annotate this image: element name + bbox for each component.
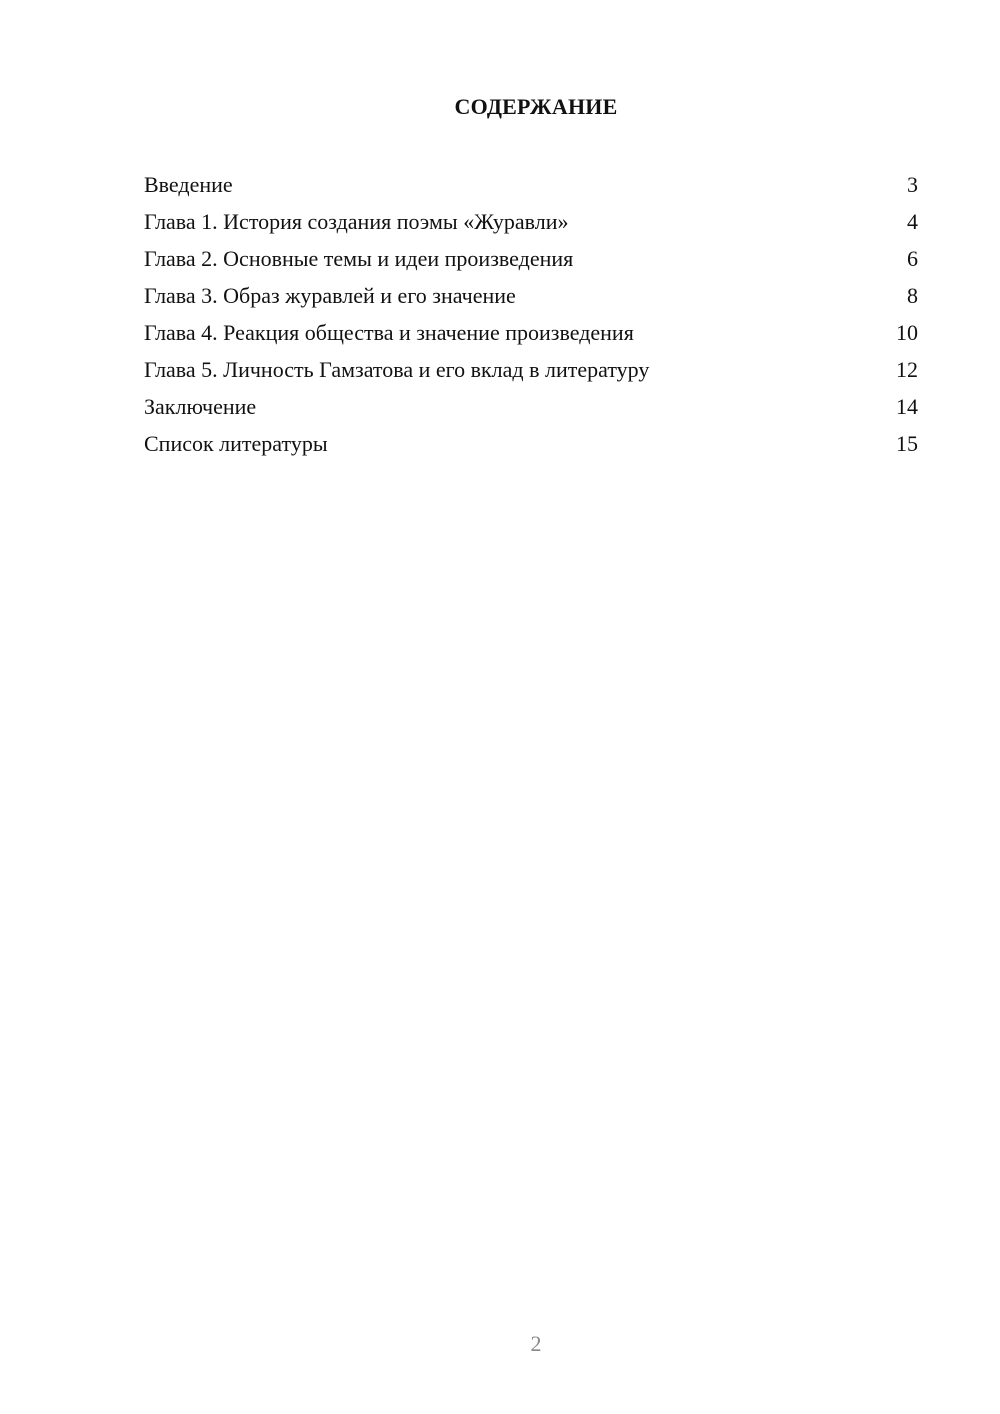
toc-entry-label: Глава 3. Образ журавлей и его значение <box>144 283 516 308</box>
toc-entry-label: Глава 2. Основные темы и идеи произведения <box>144 246 574 271</box>
toc-entry-label: Список литературы <box>144 431 328 456</box>
toc-entry-page: 8 <box>907 283 918 308</box>
toc-entry-page: 12 <box>896 357 918 382</box>
toc-entry-label: Глава 1. История создания поэмы «Журавли» <box>144 209 569 234</box>
toc-entry-page: 3 <box>907 172 918 197</box>
page-number: 2 <box>530 1331 542 1356</box>
toc-entry-chapter-1[interactable] <box>144 203 918 240</box>
page-title: СОДЕРЖАНИЕ <box>454 94 618 119</box>
toc-entry-conclusion[interactable] <box>144 388 918 425</box>
toc-entry-bibliography[interactable] <box>144 425 918 462</box>
toc-entry-chapter-5[interactable] <box>144 351 918 388</box>
toc-entry-label: Заключение <box>144 394 257 419</box>
toc-entry-page: 6 <box>907 246 918 271</box>
toc-entry-introduction[interactable] <box>144 166 918 203</box>
toc-entry-page: 15 <box>896 431 918 456</box>
toc-entry-label: Глава 4. Реакция общества и значение произведения <box>144 320 634 345</box>
toc-entry-page: 14 <box>896 394 918 419</box>
toc-entry-page: 4 <box>907 209 918 234</box>
toc-entry-page: 10 <box>896 320 918 345</box>
toc-entry-label: Глава 5. Личность Гамзатова и его вклад в литературу <box>144 357 650 382</box>
toc-entry-chapter-2[interactable] <box>144 240 918 277</box>
table-of-contents <box>144 166 918 462</box>
toc-entry-label: Введение <box>144 172 233 197</box>
toc-entry-chapter-3[interactable] <box>144 277 918 314</box>
toc-entry-chapter-4[interactable] <box>144 314 918 351</box>
